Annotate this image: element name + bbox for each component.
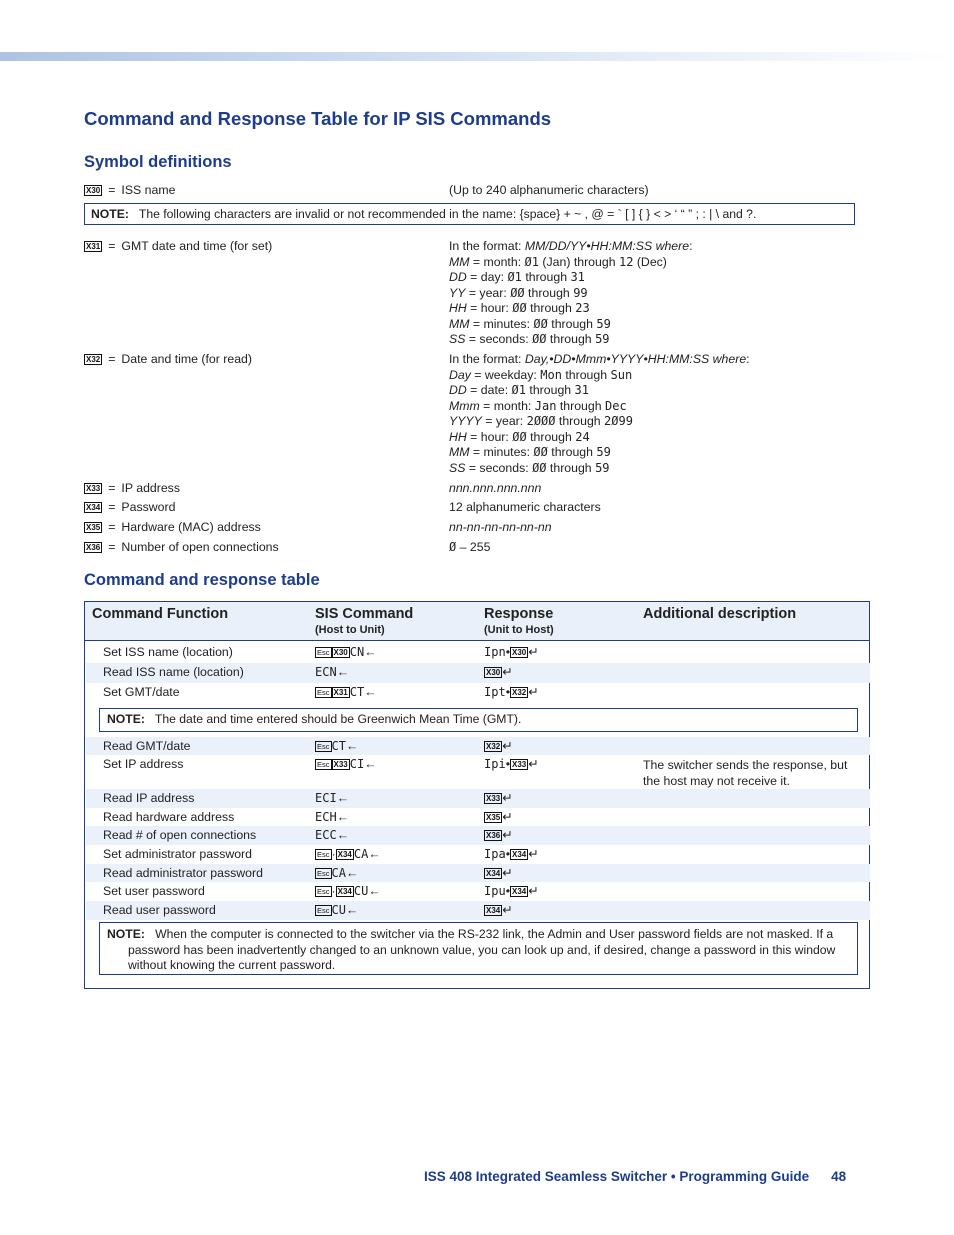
esc-key-icon: Esc: [317, 850, 330, 859]
return-icon: ↵: [528, 757, 539, 771]
x30-label: ISS name: [121, 183, 176, 197]
x36-tag: X36: [86, 543, 101, 552]
arrow-left-icon: ←: [368, 884, 381, 898]
arrow-left-icon: ←: [364, 685, 377, 699]
header-gradient-bar: [0, 52, 954, 61]
command-response-table: [84, 601, 870, 989]
return-icon: ↵: [528, 847, 539, 861]
arrow-left-icon: ←: [345, 903, 359, 917]
symbol-x36-row: X36 = Number of open connections: [86, 540, 279, 554]
return-icon: ↵: [528, 884, 539, 898]
password-masking-note: NOTE: When the computer is connected to the switcher via the RS-232 link, the Admin and User password fields are not masked. If a password has been inadvertently changed to an unknown value, you can look up and, if desired, change a password in this window without knowing the current password.: [99, 922, 858, 975]
table-row: Set IP address Esc X33 CI← Ipi• X33 ↵ The switcher sends the response, but the host may not receive it.: [86, 755, 870, 789]
header-additional-description: Additional description: [643, 606, 797, 622]
esc-key-icon: Esc: [317, 869, 330, 878]
footer-guide-title: ISS 408 Integrated Seamless Switcher • Programming Guide: [424, 1169, 810, 1184]
return-icon: ↵: [528, 645, 539, 659]
symbol-x35-row: X35 = Hardware (MAC) address: [86, 520, 261, 534]
return-icon: ↵: [528, 685, 539, 699]
header-response: Response (Unit to Host): [484, 606, 554, 636]
arrow-left-icon: ←: [345, 866, 359, 880]
x32-label: Date and time (for read): [121, 352, 252, 366]
arrow-left-icon: ←: [336, 810, 349, 824]
x32-format-desc: In the format: Day,•DD•Mmm•YYYY•HH:MM:SS where: Day = weekday: Mon through Sun DD = date: Ø1 through 31 Mmm = month: Jan through Dec YYYY = year: 2ØØØ through 2Ø99 HH = hour: ØØ through 24 MM = minutes: ØØ through 59 SS = seconds: ØØ through 59: [449, 352, 750, 475]
table-row: Read IP address ECI← X33 ↵: [86, 789, 870, 808]
table-row: Read administrator password Esc CA← X34 ↵: [86, 864, 870, 882]
x34-tag: X34: [86, 503, 101, 512]
header-sis-command: SIS Command (Host to Unit): [315, 606, 414, 636]
name-characters-note: NOTE: The following characters are invalid or not recommended in the name: {space} + ~ , @ = ` [ ] { } < > ‘ “ ” ; : | \ and ?.: [84, 203, 855, 225]
x33-tag: X33: [86, 484, 101, 493]
arrow-left-icon: ←: [336, 665, 349, 679]
table-row: Set GMT/date Esc X31 CT← Ipt• X32 ↵: [103, 685, 539, 699]
arrow-left-icon: ←: [368, 847, 381, 861]
esc-key-icon: Esc: [317, 688, 330, 697]
table-row: Set user password Esc · X34 CU← Ipu• X34 ↵: [103, 884, 539, 898]
x31-tag: X31: [86, 242, 101, 251]
symbol-x32-row: X32 = Date and time (for read): [86, 352, 252, 366]
table-row: Read ISS name (location) ECN← X30 ↵: [86, 663, 870, 683]
table-row: Set administrator password Esc · X34 CA← Ipa• X34 ↵: [103, 847, 539, 861]
table-row: Read hardware address ECH← X35 ↵: [103, 810, 513, 824]
x32-tag: X32: [86, 355, 101, 364]
x31-label: GMT date and time (for set): [121, 239, 273, 253]
x35-desc: nn-nn-nn-nn-nn-nn: [449, 520, 552, 534]
x36-desc: Ø – 255: [449, 540, 491, 554]
return-icon: ↵: [502, 828, 513, 842]
page-number: 48: [831, 1169, 847, 1184]
esc-key-icon: Esc: [317, 887, 330, 896]
x30-tag: X30: [86, 186, 101, 195]
arrow-left-icon: ←: [345, 739, 359, 753]
header-command-function: Command Function: [92, 606, 229, 622]
command-table-heading: Command and response table: [84, 571, 320, 589]
table-row: Read GMT/date Esc CT← X32 ↵: [86, 737, 870, 755]
return-icon: ↵: [502, 866, 513, 880]
table-header: [85, 602, 869, 641]
esc-key-icon: Esc: [317, 648, 330, 657]
return-icon: ↵: [502, 665, 513, 679]
x35-tag: X35: [86, 523, 101, 532]
symbol-x30-row: X30 = ISS name: [86, 183, 176, 197]
arrow-left-icon: ←: [364, 645, 377, 659]
esc-key-icon: Esc: [317, 760, 330, 769]
symbol-x31-row: X31 = GMT date and time (for set): [86, 239, 273, 253]
x31-format-desc: In the format: MM/DD/YY•HH:MM:SS where: MM = month: Ø1 (Jan) through 12 (Dec) DD = day: Ø1 through 31 YY = year: ØØ through 99 HH = hour: ØØ through 23 MM = minutes: ØØ through 59 SS = seconds: ØØ through 59: [449, 239, 693, 346]
page-footer: [424, 1169, 846, 1184]
esc-key-icon: Esc: [317, 742, 330, 751]
table-row: Read # of open connections ECC← X36 ↵: [86, 826, 870, 845]
return-icon: ↵: [502, 739, 513, 753]
set-ip-description: The switcher sends the response, but the host may not receive it.: [643, 758, 848, 788]
gmt-note: NOTE: The date and time entered should be Greenwich Mean Time (GMT).: [99, 708, 858, 732]
table-row: Set ISS name (location) Esc X30 CN← Ipn• X30 ↵: [103, 645, 539, 659]
page-title: Command and Response Table for IP SIS Commands: [84, 108, 552, 129]
return-icon: ↵: [502, 903, 513, 917]
symbol-definitions-heading: Symbol definitions: [84, 153, 232, 171]
x34-desc: 12 alphanumeric characters: [449, 500, 601, 514]
symbol-x33-row: X33 = IP address: [86, 481, 180, 495]
arrow-left-icon: ←: [336, 791, 349, 805]
esc-key-icon: Esc: [317, 906, 330, 915]
arrow-left-icon: ←: [364, 757, 377, 771]
symbol-x34-row: X34 = Password: [86, 500, 176, 514]
x33-desc: nnn.nnn.nnn.nnn: [449, 481, 542, 495]
x30-desc: (Up to 240 alphanumeric characters): [449, 183, 649, 197]
return-icon: ↵: [502, 810, 513, 824]
return-icon: ↵: [502, 791, 513, 805]
table-row: Read user password Esc CU← X34 ↵: [86, 901, 870, 920]
arrow-left-icon: ←: [336, 828, 349, 842]
